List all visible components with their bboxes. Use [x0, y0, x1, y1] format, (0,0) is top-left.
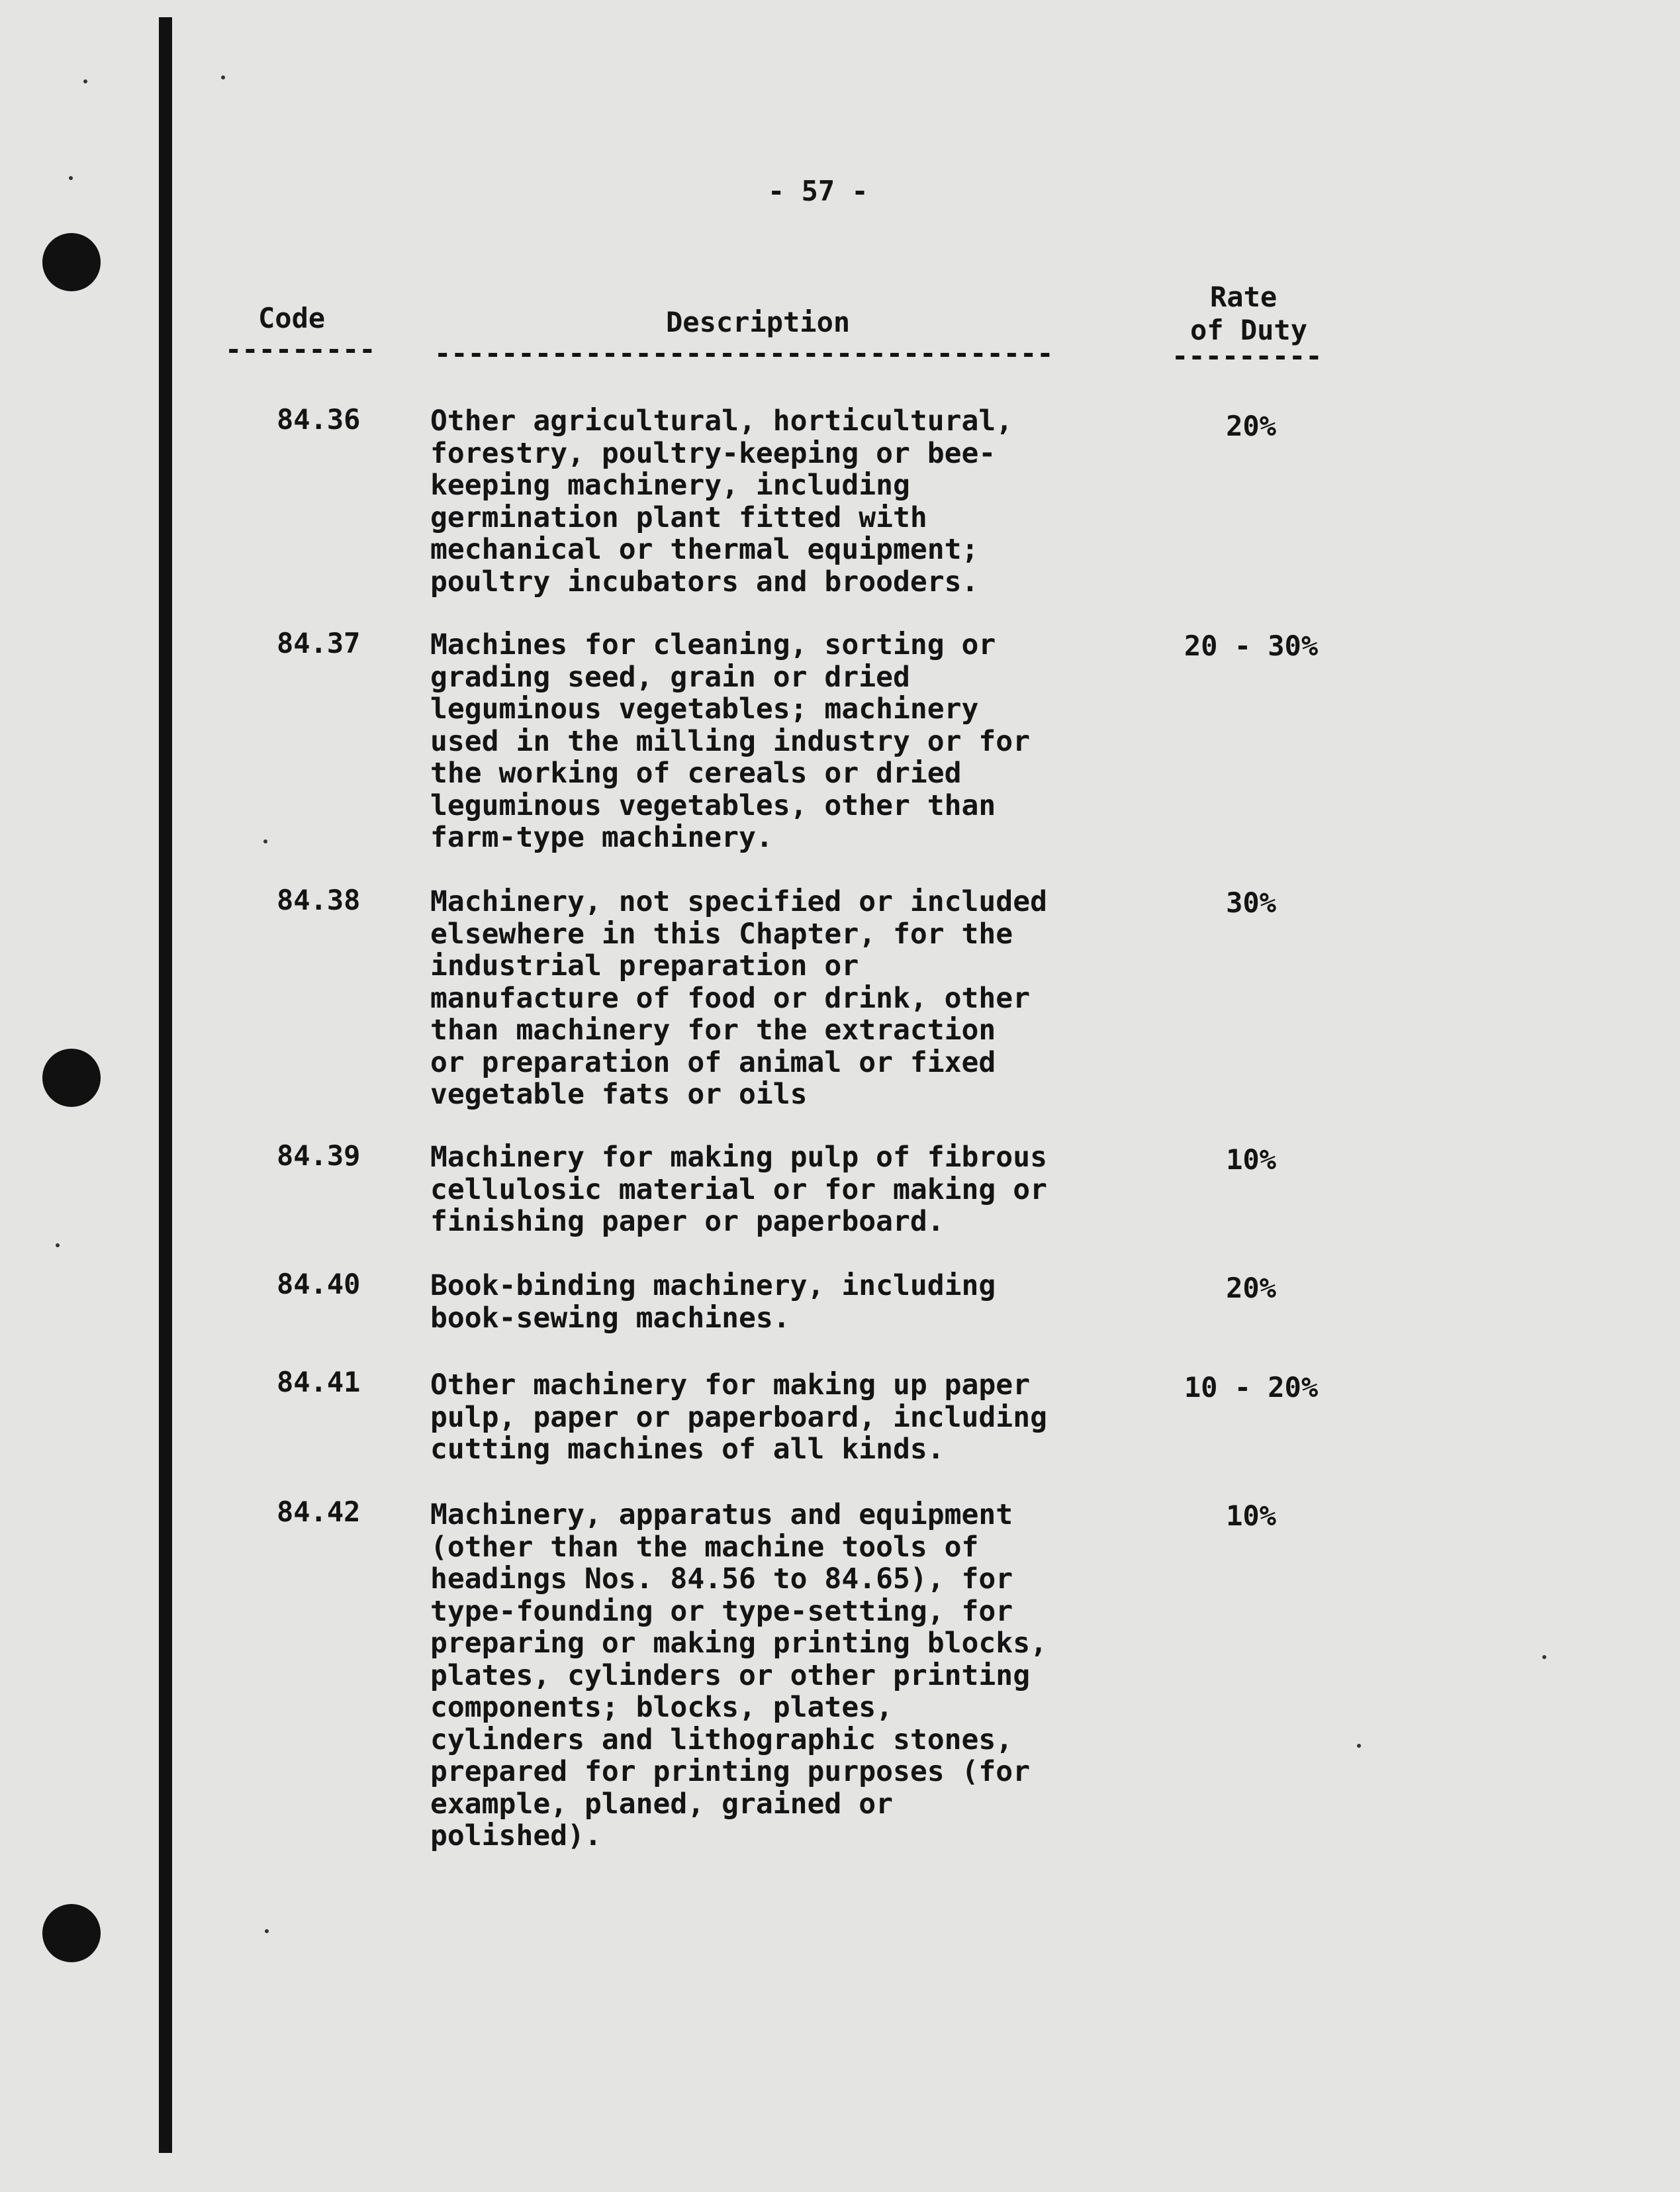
tariff-description: Book-binding machinery, including book-sewing machines. — [430, 1269, 996, 1335]
tariff-code: 84.37 — [277, 627, 361, 659]
duty-rate: 10 - 20% — [1184, 1371, 1319, 1404]
punch-hole-middle — [42, 1049, 101, 1107]
duty-rate: 10% — [1226, 1500, 1276, 1532]
scan-speck — [83, 79, 87, 83]
tariff-description: Machinery, apparatus and equipment (other than the machine tools of headings Nos. 84.56 to 84.65), for type-founding or type-setting, for preparing or making printing blocks, plates, cylinders or other printing components; blocks, plates, cylinders and lithographic stones, prepared for printing purposes (for example, planed, grained or polished). — [430, 1498, 1047, 1852]
rate-header-line1: Rate — [1210, 281, 1278, 313]
scan-speck — [1357, 1744, 1361, 1748]
scan-speck — [56, 1243, 60, 1247]
tariff-description: Other agricultural, horticultural, forestry, poultry-keeping or bee- keeping machinery, including germination plant fitted with mechanical or thermal equipment; poultry incubators and brooders. — [430, 405, 1013, 598]
duty-rate: 20% — [1226, 410, 1276, 442]
scan-speck — [263, 839, 267, 843]
code-column-header: Code — [258, 302, 326, 334]
scan-speck — [221, 75, 225, 79]
punch-hole-top — [42, 233, 101, 291]
tariff-description: Other machinery for making up paper pulp, paper or paperboard, including cutting machines of all kinds. — [430, 1368, 1047, 1466]
rate-header-rule: --------- — [1172, 343, 1323, 369]
description-column-header: Description — [666, 306, 851, 338]
tariff-description: Machines for cleaning, sorting or grading seed, grain or dried leguminous vegetables; machinery used in the milling industry or for the working of cereals or dried leguminous vegetables, other than farm-type machinery. — [430, 628, 1031, 854]
punch-hole-bottom — [42, 1904, 101, 1962]
scan-speck — [265, 1929, 269, 1933]
tariff-code: 84.41 — [277, 1366, 361, 1398]
duty-rate: 30% — [1226, 886, 1276, 919]
tariff-code: 84.42 — [277, 1496, 361, 1528]
tariff-description: Machinery, not specified or included elsewhere in this Chapter, for the industrial preparation or manufacture of food or drink, other than machinery for the extraction or preparation of animal or fixed vegetable fats or oils — [430, 885, 1047, 1111]
duty-rate: 20 - 30% — [1184, 630, 1319, 662]
binding-margin-line — [159, 17, 172, 2153]
description-header-rule: ------------------------------------- — [434, 340, 1054, 367]
tariff-code: 84.39 — [277, 1139, 361, 1172]
tariff-code: 84.38 — [277, 884, 361, 916]
scan-speck — [1542, 1655, 1546, 1659]
scan-speck — [69, 176, 73, 180]
tariff-code: 84.40 — [277, 1268, 361, 1300]
duty-rate: 20% — [1226, 1272, 1276, 1304]
tariff-code: 84.36 — [277, 403, 361, 436]
page-number: - 57 - — [768, 175, 868, 207]
duty-rate: 10% — [1226, 1143, 1276, 1176]
rate-header-line2: of Duty — [1190, 314, 1308, 346]
tariff-description: Machinery for making pulp of fibrous cellulosic material or for making or finishing paper or paperboard. — [430, 1141, 1047, 1238]
code-header-rule: --------- — [225, 336, 376, 363]
